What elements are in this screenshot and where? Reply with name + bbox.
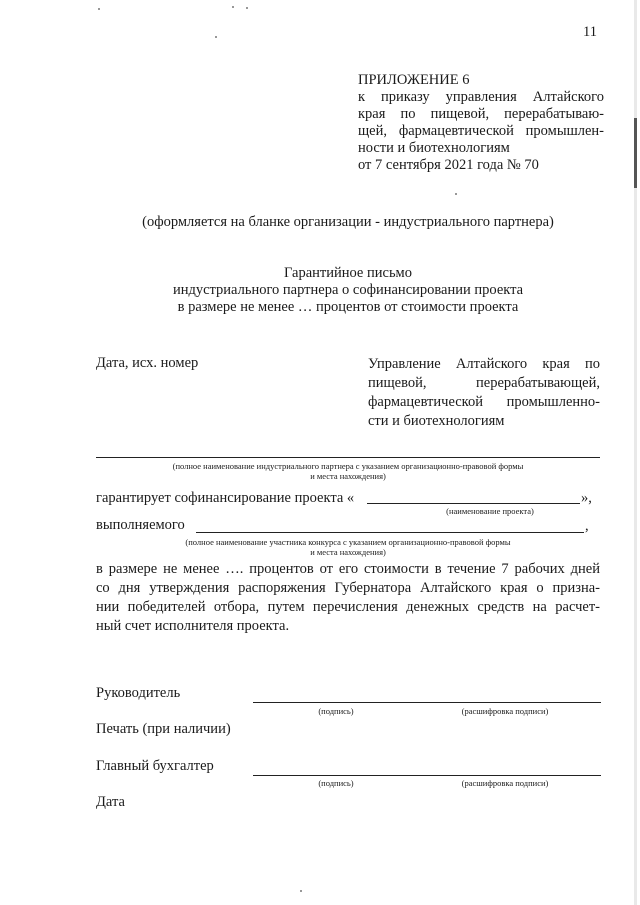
heading-line: в размере не менее … процентов от стоимости проекта (177, 299, 519, 315)
blank-note: (оформляется на бланке организации - индустриального партнера) (142, 214, 554, 230)
addressee-line: сти и биотехнологиям (368, 413, 505, 429)
scan-speck (246, 7, 248, 9)
accountant-signature-line (253, 775, 601, 776)
letter-heading (0, 265, 640, 316)
scan-speck (232, 6, 234, 8)
addressee-line: пищевой, перерабатывающей, (368, 375, 600, 391)
head-sign-caption: (подпись) (318, 706, 354, 716)
appendix-line: щей, фармацевтической промышлен- (358, 123, 604, 139)
seal-label: Печать (при наличии) (96, 721, 231, 737)
heading-line: Гарантийное письмо (283, 265, 412, 281)
page-number: 11 (583, 24, 597, 40)
appendix-line: к приказу управления Алтайского (358, 89, 604, 105)
head-decode-caption: (расшифровка подписи) (461, 706, 549, 716)
guarantee-suffix: », (581, 490, 592, 506)
partner-caption (96, 461, 600, 481)
appendix-date: от 7 сентября 2021 года № 70 (358, 157, 539, 173)
body-line: со дня утверждения распоряжения Губернатора Алтайского края о призна- (96, 580, 600, 596)
scan-speck (455, 193, 457, 195)
accountant-label: Главный бухгалтер (96, 758, 214, 774)
project-caption: (наименование проекта) (446, 506, 534, 516)
body-line: нии победителей отбора, путем перечисления денежных средств на расчет- (96, 599, 600, 615)
addressee-block (368, 355, 600, 431)
performer-suffix: , (585, 518, 589, 534)
scan-speck (98, 8, 100, 10)
partner-name-line (96, 457, 600, 458)
caption-line: и места нахождения) (310, 471, 386, 481)
accountant-sign-caption: (подпись) (318, 778, 354, 788)
body-line: ный счет исполнителя проекта. (96, 618, 290, 634)
addressee-line: Управление Алтайского края по (368, 356, 600, 372)
head-signature-line (253, 702, 601, 703)
guarantee-prefix: гарантирует софинансирование проекта « (96, 490, 355, 506)
body-line: в размере не менее …. процентов от его стоимости в течение 7 рабочих дней (96, 561, 600, 577)
performer-caption (96, 537, 600, 557)
scan-speck (215, 36, 217, 38)
accountant-decode-caption: (расшифровка подписи) (461, 778, 549, 788)
body-paragraph (96, 560, 600, 636)
heading-line: индустриального партнера о софинансировании проекта (172, 282, 524, 298)
date-ref-label: Дата, исх. номер (96, 355, 199, 371)
appendix-block (358, 72, 604, 174)
caption-line: и места нахождения) (310, 547, 386, 557)
appendix-title: ПРИЛОЖЕНИЕ 6 (358, 72, 470, 88)
appendix-line: ности и биотехнологиям (358, 140, 510, 156)
head-label: Руководитель (96, 685, 181, 701)
scan-edge-mark (634, 118, 637, 188)
caption-line: (полное наименование участника конкурса с указанием организационно-правовой формы (185, 537, 511, 547)
performer-name-line (196, 532, 584, 533)
performer-label: выполняемого (96, 517, 185, 533)
date-label: Дата (96, 794, 125, 810)
addressee-line: фармацевтической промышленно- (368, 394, 600, 410)
project-name-line (367, 503, 580, 504)
caption-line: (полное наименование индустриального партнера с указанием организационно-правовой формы (172, 461, 524, 471)
appendix-line: края по пищевой, перерабатываю- (358, 106, 604, 122)
scan-speck (300, 890, 302, 892)
